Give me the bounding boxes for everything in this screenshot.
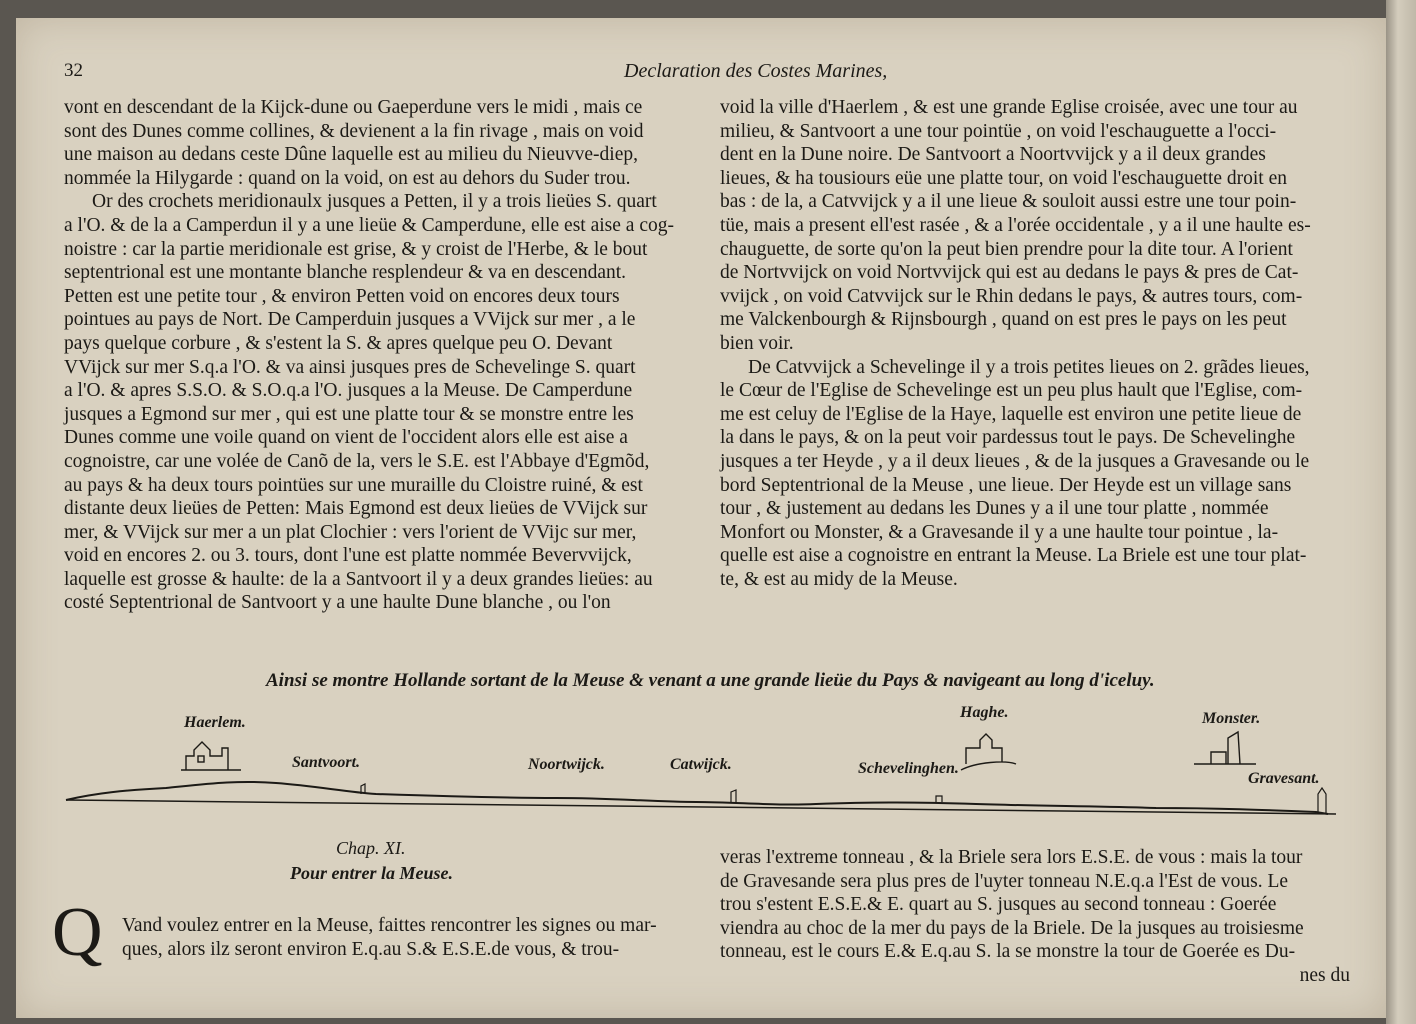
text-line: milieu, & Santvoort a une tour pointüe , on void l'eschauguette a l'occi-: [720, 120, 1277, 142]
text-line: pays quelque corbure , & s'estent la S. & apres quelque peu O. Devant: [64, 332, 613, 354]
text-line: Dunes comme une voile quand on vient de l'occident alors elle est aise a: [64, 427, 628, 449]
monster-tower-icon: [1194, 732, 1256, 764]
text-line: costé Septentrional de Santvoort y a une haulte Dune blanche , ou l'on: [64, 592, 611, 614]
text-line: au pays & ha deux tours pointües sur une muraille du Cloistre ruiné, & est: [64, 474, 643, 496]
text-line: laquelle est grosse & haulte: de la a Santvoort il y a deux grandes lieües: au: [64, 568, 653, 590]
label-catwijck: Catwijck.: [670, 756, 732, 773]
page-number: 32: [64, 60, 83, 81]
text-line: pointues au pays de Nort. De Camperduin jusques a VVijck sur mer , a le: [64, 309, 636, 331]
drop-cap: Q: [52, 894, 103, 971]
text-line: De Catvvijck a Schevelinge il y a trois petites lieues on 2. grãdes lieues,: [748, 356, 1310, 378]
text-line: la dans le pays, & on la peut voir pardessus tout le pays. De Schevelinghe: [720, 427, 1296, 449]
chapter-number: Chap. XI.: [336, 838, 406, 858]
text-line: de Nortvvijck on void Nortvvijck qui est au dedans le pays & pres de Cat-: [720, 262, 1299, 284]
label-gravesant: Gravesant.: [1248, 770, 1320, 787]
text-line: a l'O. & apres S.S.O. & S.O.q.a l'O. jusques a la Meuse. De Camperdune: [64, 380, 633, 402]
coastline-caption: Ainsi se montre Hollande sortant de la Meuse & venant a une grande lieüe du Pays & navigeant au long d'iceluy.: [266, 670, 1155, 691]
text-line: bien voir.: [720, 332, 794, 354]
coastline-profile-illustration: [16, 698, 1386, 828]
text-line: jusques a Egmond sur mer , qui est une platte tour & se monstre entre les: [64, 403, 634, 425]
page-header: [64, 60, 1364, 90]
label-noortwijck: Noortwijck.: [528, 756, 605, 773]
text-line: jusques a ter Heyde , y a il deux lieues , & de la jusques a Gravesande ou le: [720, 450, 1310, 472]
text-line: Monfort ou Monster, & a Gravesande il y a une haulte tour pointue , la-: [720, 521, 1279, 543]
label-santvoort: Santvoort.: [292, 754, 361, 771]
text-line: void en encores 2. ou 3. tours, dont l'une est platte nommée Bevervvijck,: [64, 545, 632, 567]
book-page: [16, 18, 1386, 1018]
left-column-text: [64, 96, 694, 615]
text-line: trou s'estent E.S.E.& E. quart au S. jusques au second tonneau : Goerée: [720, 894, 1277, 916]
coastal-towers: [361, 784, 1326, 814]
right-column-text: [720, 96, 1350, 591]
running-title: Declaration des Costes Marines,: [624, 60, 888, 82]
text-line: sont des Dunes comme collines, & devienent a la fin rivage , mais on void: [64, 120, 644, 142]
bottom-left-text: [122, 914, 697, 961]
bottom-right-text: [720, 846, 1350, 988]
text-line: le Cœur de l'Eglise de Schevelinge est un peu plus hault que l'Eglise, com-: [720, 380, 1303, 402]
text-line: a l'O. & de la a Camperdun il y a une lieüe & Camperdune, elle est aise a cog-: [64, 214, 674, 236]
text-line: VVijck sur mer S.q.a l'O. & va ainsi jusques pres de Schevelinge S. quart: [64, 356, 636, 378]
book-gutter: [1386, 0, 1416, 1024]
text-line: te, & est au midy de la Meuse.: [720, 568, 958, 590]
text-line: dent en la Dune noire. De Santvoort a Noortvvijck y a il deux grandes: [720, 144, 1266, 166]
text-line: me est celuy de l'Eglise de la Haye, laquelle est environ une petite lieue de: [720, 403, 1302, 425]
label-schevelinghen: Schevelinghen.: [858, 760, 959, 777]
text-line: une maison au dedans ceste Dûne laquelle est au milieu du Nieuvve-diep,: [64, 144, 638, 166]
text-line: septentrional est une montante blanche resplendeur & va en descendant.: [64, 262, 627, 284]
chapter-title: Pour entrer la Meuse.: [290, 863, 454, 883]
text-line: vont en descendant de la Kijck-dune ou Gaeperdune vers le midi , mais ce: [64, 97, 643, 118]
text-line: mer, & VVijck sur mer a un plat Clochier : vers l'orient de VVijc sur mer,: [64, 521, 637, 543]
text-line: Vand voulez entrer en la Meuse, faittes rencontrer les signes ou mar-: [122, 915, 657, 936]
haerlem-church-icon: [181, 742, 241, 770]
text-line: tüe, mais a present ell'est rasée , & a l'orée occidentale , y a il une haulte es-: [720, 214, 1311, 236]
text-line: quelle est aise a cognoistre en entrant la Meuse. La Briele est une tour plat-: [720, 545, 1307, 567]
text-line: veras l'extreme tonneau , & la Briele sera lors E.S.E. de vous : mais la tour: [720, 847, 1303, 868]
label-haerlem: Haerlem.: [184, 714, 246, 731]
text-line: cognoistre, car une volée de Canõ de la, vers le S.E. est l'Abbaye d'Egmõd,: [64, 450, 650, 472]
text-line: bas : de la, a Catvvijck y a il une lieue & souloit aussi estre une tour poin-: [720, 191, 1297, 213]
text-line: chauguette, de sorte qu'on la peut bien prendre pour la dite tour. A l'orient: [720, 238, 1293, 260]
label-haghe: Haghe.: [960, 704, 1009, 721]
text-line: tour , & justement au dedans les Dunes y a il une tour platte , nommée: [720, 498, 1269, 520]
text-line: noistre : car la partie meridionale est grise, & y croist de l'Herbe, & le bout: [64, 238, 648, 260]
text-line: tonneau, est le cours E.& E.q.au S. la se monstre la tour de Goerée es Du-: [720, 941, 1296, 963]
text-line: Petten est une petite tour , & environ Petten void on encores deux tours: [64, 285, 620, 307]
text-line: distante deux lieües de Petten: Mais Egmond est deux lieües de VVijck sur: [64, 498, 648, 520]
text-line: nommée la Hilygarde : quand on la void, on est au dehors du Suder trou.: [64, 167, 631, 189]
text-line: nes du: [1299, 964, 1350, 986]
text-line: void la ville d'Haerlem , & est une grande Eglise croisée, avec une tour au: [720, 97, 1298, 118]
text-line: viendra au choc de la mer du pays de la Briele. De la jusques au troisiesme: [720, 917, 1304, 939]
label-monster: Monster.: [1202, 710, 1261, 727]
haghe-church-icon: [961, 734, 1016, 770]
text-line: bord Septentrional de la Meuse , une lieue. Der Heyde est un village sans: [720, 474, 1292, 496]
text-line: lieues, & ha tousiours eüe une platte tour, on void l'eschauguette droit en: [720, 167, 1288, 189]
text-line: ques, alors ilz seront environ E.q.au S.& E.S.E.de vous, & trou-: [122, 938, 620, 960]
text-line: vvijck , on void Catvvijck sur le Rhin dedans le pays, & autres tours, com-: [720, 285, 1303, 307]
dune-outline: [66, 782, 1328, 814]
text-line: Or des crochets meridionaulx jusques a Petten, il y a trois lieües S. quart: [92, 191, 657, 213]
text-line: de Gravesande sera plus pres de l'uyter tonneau N.E.q.a l'Est de vous. Le: [720, 870, 1289, 892]
text-line: me Valckenbourgh & Rijnsbourgh , quand on est pres le pays on les peut: [720, 309, 1287, 331]
